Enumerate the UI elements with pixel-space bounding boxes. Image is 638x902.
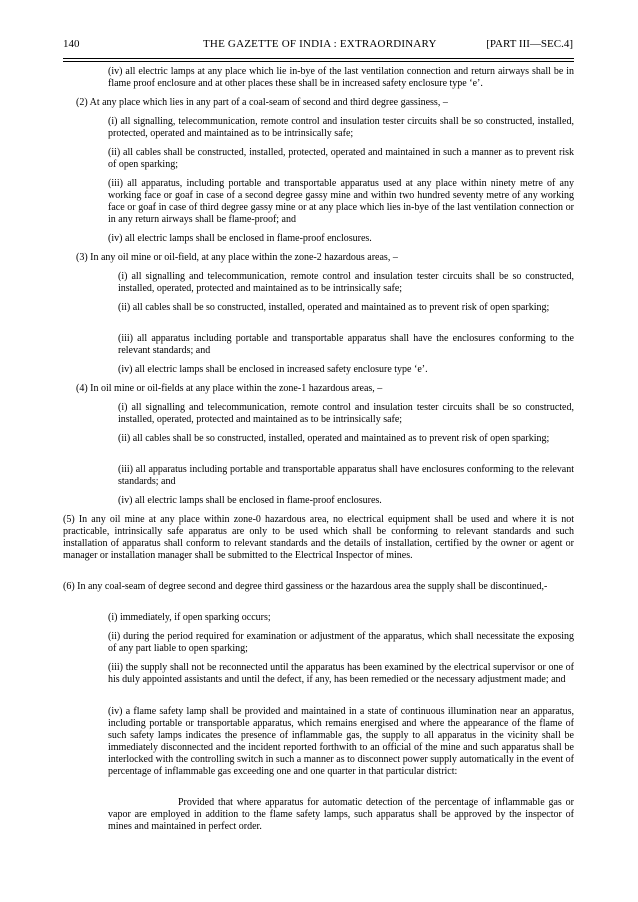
para-3-ii: (ii) all cables shall be so constructed, installed, operated and maintained as to prevent risk of open sparking; (118, 302, 550, 313)
page-number: 140 (63, 38, 80, 50)
para-2-ii: (ii) all cables shall be constructed, installed, protected, operated and maintained in such a manner as to prevent risk of open sparking; (108, 147, 574, 170)
para-6-iii: (iii) the supply shall not be reconnected until the apparatus has been examined by the electrical supervisor or one of his duly appointed assistants and until the defect, if any, has been remedied or the necessary adjustment made; and (108, 662, 574, 685)
page-header (0, 38, 638, 54)
para-4: (4) In oil mine or oil-fields at any place within the zone-1 hazardous areas, – (76, 383, 383, 394)
para-4-ii: (ii) all cables shall be so constructed, installed, operated and maintained as to prevent risk of open sparking; (118, 433, 550, 444)
para-4-iv: (iv) all electric lamps shall be enclosed in flame-proof enclosures. (118, 495, 382, 506)
para-6-i: (i) immediately, if open sparking occurs; (108, 612, 271, 623)
para-1-iv: (iv) all electric lamps at any place which lie in-bye of the last ventilation connection and return airways shall be in flame proof enclosure and at other places these shall be in increased safety enclosure type ‘e’. (108, 66, 574, 89)
para-3-iii: (iii) all apparatus including portable and transportable apparatus shall have the enclosures conforming to the relevant standards; and (118, 333, 574, 356)
gazette-title: THE GAZETTE OF INDIA : EXTRAORDINARY (203, 38, 437, 50)
para-5: (5) In any oil mine at any place within zone-0 hazardous area, no electrical equipment shall be used and where it is not practicable, intrinsically safe apparatus are only to be used which shall be conforming to relevant standards and such installation of apparatus shall conform to relevant standards and the details of installation, certified by the owner or agent or manager or installation manager shall be submitted to the Electrical Inspector of mines. (63, 514, 574, 561)
header-rule-bottom (63, 61, 574, 62)
para-6-ii: (ii) during the period required for examination or adjustment of the apparatus, which shall necessitate the exposing of any part liable to open sparking; (108, 631, 574, 654)
para-3: (3) In any oil mine or oil-field, at any place within the zone-2 hazardous areas, – (76, 252, 398, 263)
para-6: (6) In any coal-seam of degree second and degree third gassiness or the hazardous area the supply shall be discontinued,- (63, 581, 548, 592)
para-2-iii: (iii) all apparatus, including portable and transportable apparatus used at any place within ninety metre of any working face or goaf in case of a second degree gassy mine and within two hundred seventy metre of any working face or goaf in case of third degree gassy mine or at any place which lies in-bye of the last ventilation connection or in any return airways shall be flame-proof; and (108, 178, 574, 225)
proviso: Provided that where apparatus for automatic detection of the percentage of inflammable gas or vapor are employed in addition to the flame safety lamps, such apparatus shall be approved by the inspector of mines and maintained in perfect order. (108, 797, 574, 832)
part-section-label: [PART III—SEC.4] (486, 38, 573, 50)
header-rule-top (63, 58, 574, 59)
para-4-iii: (iii) all apparatus including portable and transportable apparatus shall have enclosures conforming to the relevant standards; and (118, 464, 574, 487)
para-6-iv: (iv) a flame safety lamp shall be provided and maintained in a state of continuous illumination near an apparatus, including portable or transportable apparatus, which remains energised and where the appearance of the flame of such safety lamps indicates the presence of inflammable gas, the supply to all apparatus in the vicinity shall be immediately disconnected and the incident reported forthwith to an official of the mine and such apparatus shall be interlocked with the controlling switch in such a manner as to disconnect power supply automatically in the event of percentage of inflammable gas exceeding one and one quarter in that particular district: (108, 706, 574, 777)
para-3-i: (i) all signalling and telecommunication, remote control and insulation tester circuits shall be so constructed, installed, operated, protected and maintained as to be intrinsically safe; (118, 271, 574, 294)
para-3-iv: (iv) all electric lamps shall be enclosed in increased safety enclosure type ‘e’. (118, 364, 428, 375)
para-2-i: (i) all signalling, telecommunication, remote control and insulation tester circuits shall be so constructed, installed, protected, operated and maintained as to be intrinsically safe; (108, 116, 574, 139)
para-2: (2) At any place which lies in any part of a coal-seam of second and third degree gassiness, – (76, 97, 448, 108)
para-2-iv: (iv) all electric lamps shall be enclosed in flame-proof enclosures. (108, 233, 372, 244)
para-4-i: (i) all signalling and telecommunication, remote control and insulation tester circuits shall be so constructed, installed, operated, protected and maintained as to be intrinsically safe; (118, 402, 574, 425)
